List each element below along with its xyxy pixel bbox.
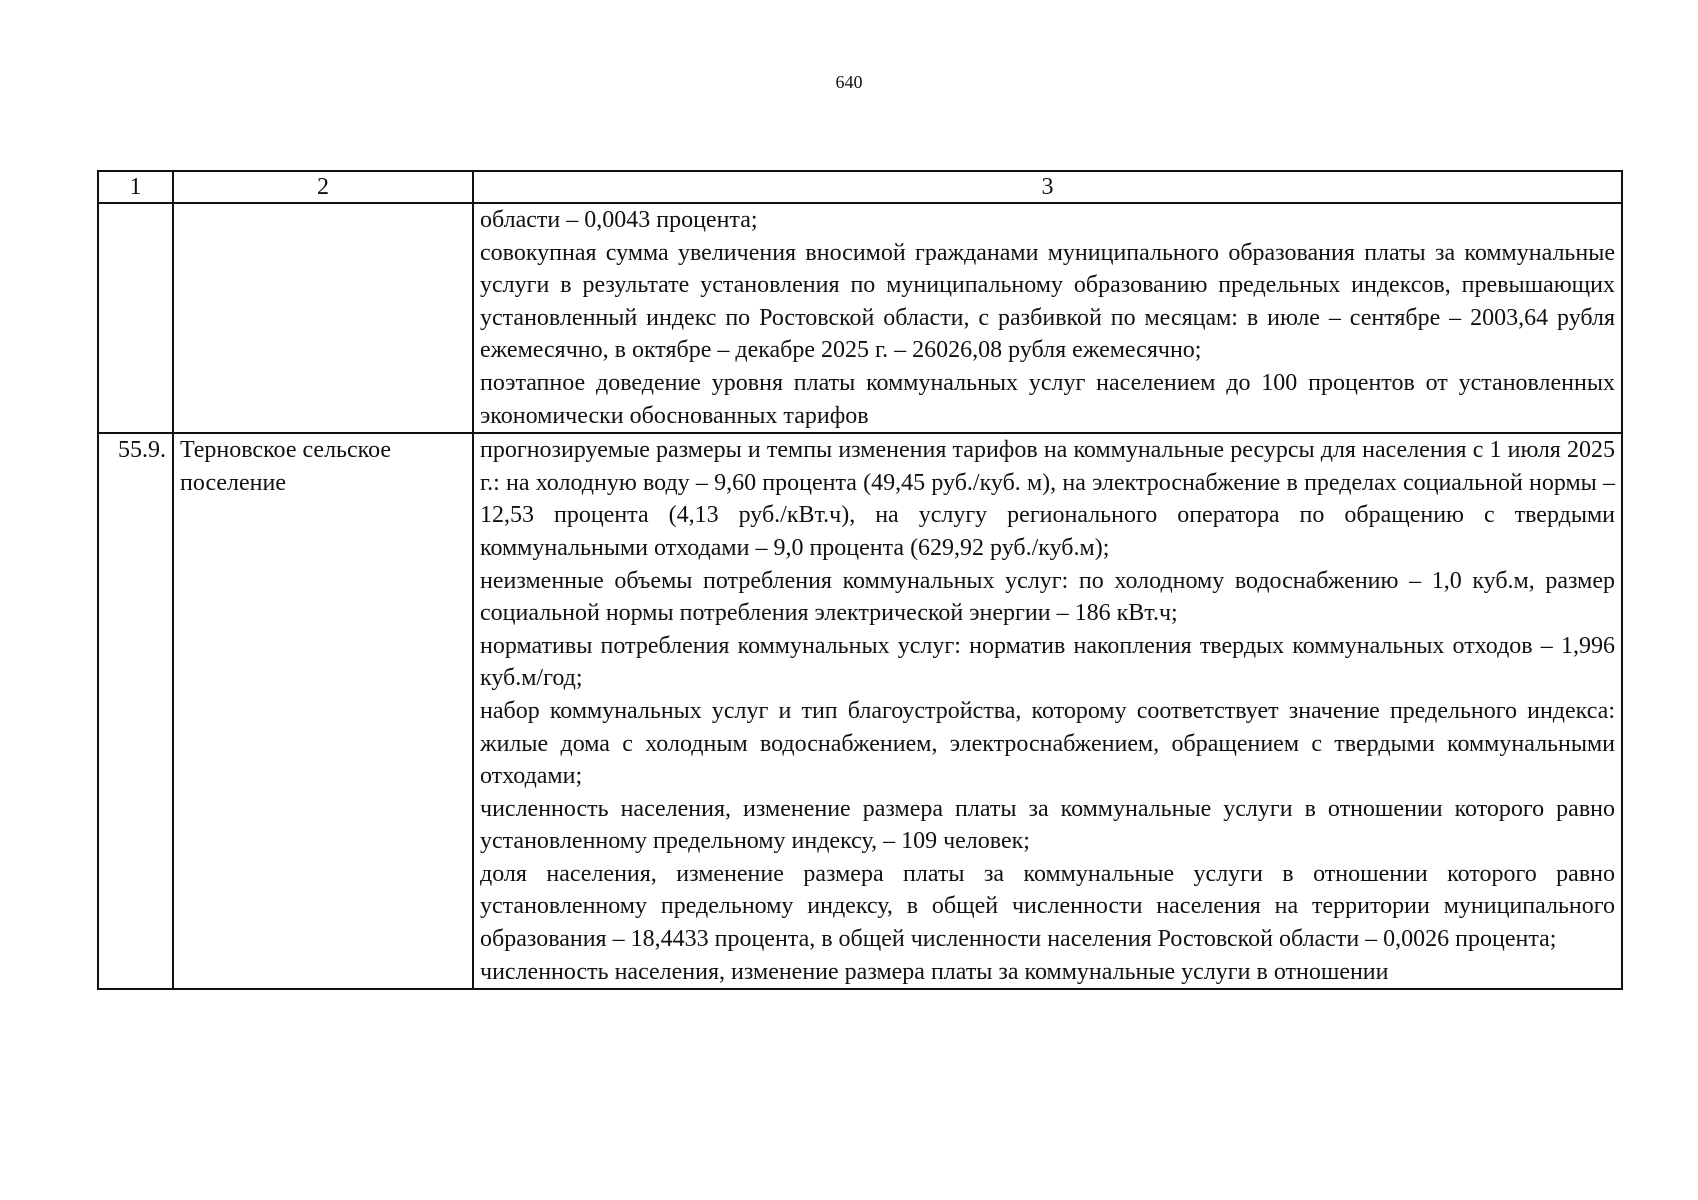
paragraph: численность населения, изменение размера платы за коммунальные услуги в отношении [480, 958, 1389, 985]
table-row [98, 433, 1622, 989]
paragraph: нормативы потребления коммунальных услуг: норматив накопления твердых коммунальных отходов – 1,996 куб.м/год; [480, 632, 1615, 692]
table-header-row [98, 171, 1622, 203]
paragraph: численность населения, изменение размера платы за коммунальные услуги в отношении которого равно установленному предельному индексу, – 109 человек; [480, 795, 1615, 855]
paragraph: совокупная сумма увеличения вносимой гражданами муниципального образования платы за коммунальные услуги в результате установления по муниципальному образованию предельных индексов, превышающих установленный индекс по Ростовской области, с разбивкой по месяцам: в июле – сентябре – 2003,64 рубля ежемесячно, в октябре – декабре 2025 г. – 26026,08 рубля ежемесячно; [480, 239, 1615, 364]
header-col-1: 1 [98, 171, 173, 203]
paragraph: неизменные объемы потребления коммунальных услуг: по холодному водоснабжению – 1,0 куб.м, размер социальной нормы потребления электрической энергии – 186 кВт.ч; [480, 567, 1615, 627]
row-description [473, 203, 1622, 433]
paragraph: поэтапное доведение уровня платы коммунальных услуг населением до 100 процентов от установленных экономически обоснованных тарифов [480, 369, 1615, 429]
row-municipality-name: Терновское сельское поселение [173, 433, 473, 989]
row-municipality-name [173, 203, 473, 433]
row-number: 55.9. [98, 433, 173, 989]
header-col-2: 2 [173, 171, 473, 203]
paragraph: набор коммунальных услуг и тип благоустройства, которому соответствует значение предельного индекса: жилые дома с холодным водоснабжением, электроснабжением, обращением с твердыми коммунальными отходами; [480, 697, 1615, 790]
table-row [98, 203, 1622, 433]
row-description [473, 433, 1622, 989]
page-number: 640 [835, 72, 863, 92]
header-col-3: 3 [473, 171, 1622, 203]
paragraph: области – 0,0043 процента; [480, 207, 758, 233]
tariff-table [97, 170, 1623, 990]
paragraph: доля населения, изменение размера платы за коммунальные услуги в отношении которого равно установленному предельному индексу, в общей численности населения на территории муниципального образования – 18,4433 процента, в общей численности населения Ростовской области – 0,0026 процента; [480, 860, 1615, 953]
paragraph: прогнозируемые размеры и темпы изменения тарифов на коммунальные ресурсы для населения с 1 июля 2025 г.: на холодную воду – 9,60 процента (49,45 руб./куб. м), на электроснабжение в пределах социальной нормы – 12,53 процента (4,13 руб./кВт.ч), на услугу регионального оператора по обращению с твердыми коммунальными отходами – 9,0 процента (629,92 руб./куб.м); [480, 437, 1615, 561]
row-number [98, 203, 173, 433]
